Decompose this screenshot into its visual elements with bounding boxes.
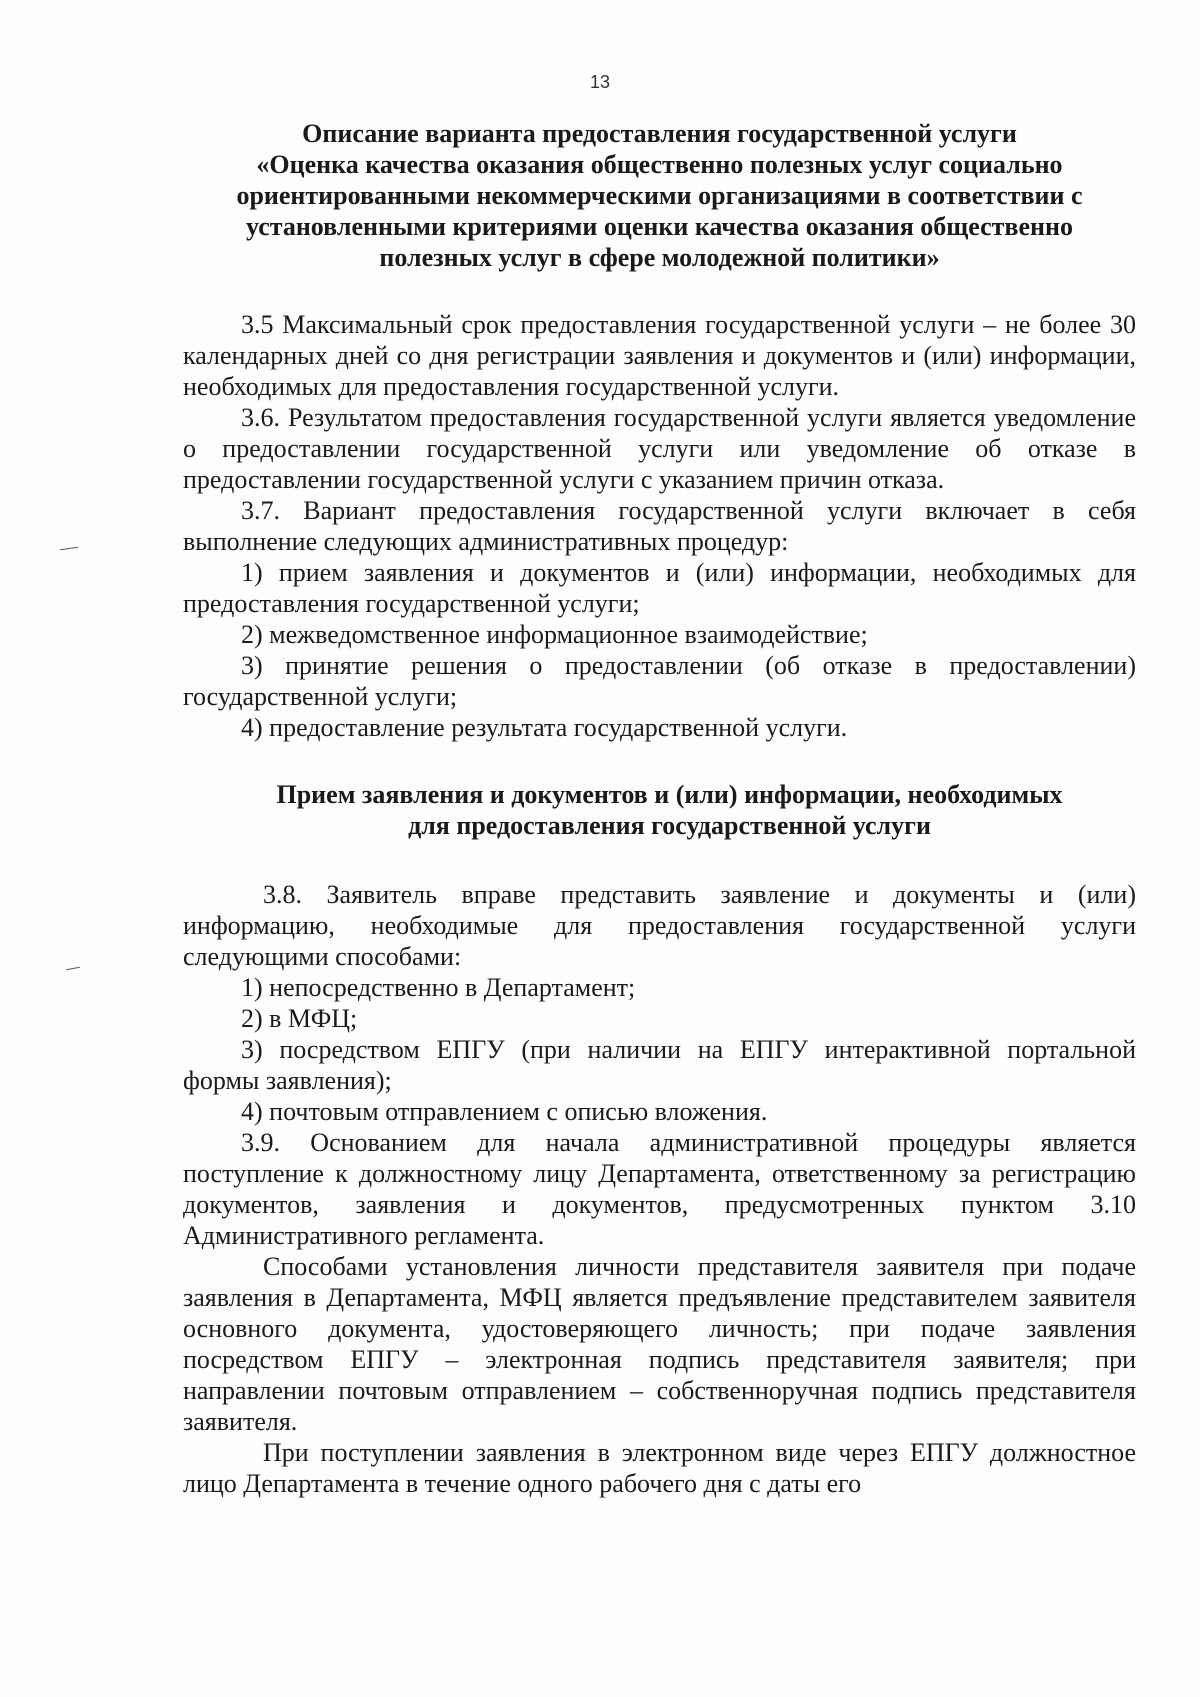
list-item: 1) непосредственно в Департамент; xyxy=(241,973,636,1002)
heading-line: установленными критериями оценки качества оказания общественно xyxy=(246,212,1073,241)
heading-line: Описание варианта предоставления государственной услуги xyxy=(302,119,1017,148)
paragraph-3-7: 3.7. Вариант предоставления государственной услуги включает в себя выполнение следующих административных процедур: xyxy=(183,496,1136,556)
heading-line: для предоставления государственной услуги xyxy=(408,811,931,840)
scan-mark xyxy=(66,967,80,970)
paragraph-3-9: 3.9. Основанием для начала административной процедуры является поступление к должностному лицу Департамента, ответственному за регистрацию документов, заявления и документов, предусмотренных пунктом 3.10 Административного регламента. xyxy=(183,1128,1136,1250)
list-item: 3) посредством ЕПГУ (при наличии на ЕПГУ интерактивной портальной формы заявления); xyxy=(183,1035,1136,1095)
paragraph-identity: Способами установления личности представителя заявителя при подаче заявления в Департамента, МФЦ является предъявление представителем заявителя основного документа, удостоверяющего личность; при подаче заявления посредством ЕПГУ – электронная подпись представителя заявителя; при направлении почтовым отправлением – собственноручная подпись представителя заявителя. xyxy=(183,1252,1136,1436)
scan-mark xyxy=(60,547,78,550)
list-item: 4) предоставление результата государственной услуги. xyxy=(241,713,848,742)
heading-line: полезных услуг в сфере молодежной политики» xyxy=(379,243,940,272)
heading-line: Прием заявления и документов и (или) информации, необходимых xyxy=(276,780,1063,809)
list-item: 2) межведомственное информационное взаимодействие; xyxy=(241,620,868,649)
section-heading xyxy=(183,118,1136,273)
paragraph-3-5: 3.5 Максимальный срок предоставления государственной услуги – не более 30 календарных дней со дня регистрации заявления и документов и (или) информации, необходимых для предоставления государственной услуги. xyxy=(183,310,1136,401)
list-item: 2) в МФЦ; xyxy=(241,1004,358,1033)
paragraph-electronic: При поступлении заявления в электронном виде через ЕПГУ должностное лицо Департамента в течение одного рабочего дня с даты его xyxy=(183,1438,1136,1498)
list-item: 3) принятие решения о предоставлении (об отказе в предоставлении) государственной услуги; xyxy=(183,651,1136,711)
heading-line: ориентированными некоммерческими организациями в соответствии с xyxy=(236,181,1083,210)
page-number: 13 xyxy=(589,72,611,92)
list-item: 4) почтовым отправлением с описью вложения. xyxy=(241,1097,768,1126)
paragraph-3-6: 3.6. Результатом предоставления государственной услуги является уведомление о предоставлении государственной услуги или уведомление об отказе в предоставлении государственной услуги с указанием причин отказа. xyxy=(183,403,1136,494)
subsection-heading xyxy=(183,779,1136,841)
heading-line: «Оценка качества оказания общественно полезных услуг социально xyxy=(256,150,1063,179)
paragraph-3-8: 3.8. Заявитель вправе представить заявление и документы и (или) информацию, необходимые для предоставления государственной услуги следующими способами: xyxy=(183,880,1136,971)
list-item: 1) прием заявления и документов и (или) информации, необходимых для предоставления государственной услуги; xyxy=(183,558,1136,618)
document-body xyxy=(183,118,1136,1499)
